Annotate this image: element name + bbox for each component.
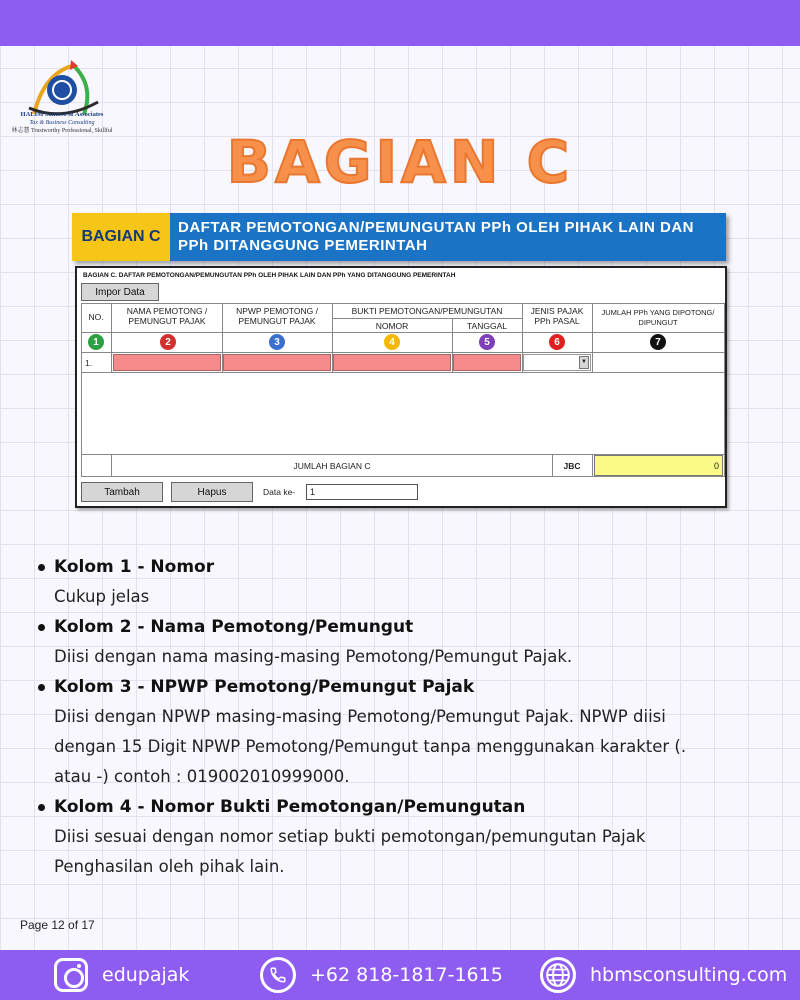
form-banner <box>72 213 726 261</box>
header-jenis: JENIS PAJAK PPh PASAL <box>530 306 584 326</box>
header-nomor: NOMOR <box>375 321 409 331</box>
page-number: Page 12 of 17 <box>20 918 95 932</box>
banner-tag: BAGIAN C <box>72 213 170 261</box>
form-panel <box>75 266 727 508</box>
phone-icon <box>260 957 296 993</box>
item-title: Kolom 4 - Nomor Bukti Pemotongan/Pemungutan <box>36 792 776 822</box>
nomor-input[interactable] <box>333 354 451 371</box>
column-number-2: 2 <box>160 334 176 350</box>
column-number-6: 6 <box>549 334 565 350</box>
logo-subtitle: Tax & Business Consulting <box>29 120 95 126</box>
column-number-7: 7 <box>650 334 666 350</box>
npwp-input[interactable] <box>223 354 331 371</box>
header-no: NO. <box>88 312 104 322</box>
header-jumlah: JUMLAH PPh YANG DIPOTONG/ DIPUNGUT <box>601 308 715 327</box>
data-index-label: Data ke- <box>263 487 296 497</box>
total-label: JUMLAH BAGIAN C <box>293 461 371 471</box>
item-title: Kolom 2 - Nama Pemotong/Pemungut <box>36 612 776 642</box>
list-item <box>36 612 776 672</box>
add-button[interactable]: Tambah <box>81 482 163 502</box>
column-number-4: 4 <box>384 334 400 350</box>
item-title: Kolom 3 - NPWP Pemotong/Pemungut Pajak <box>36 672 776 702</box>
instagram-handle: edupajak <box>102 964 190 986</box>
total-code: JBC <box>563 461 581 471</box>
logo-firm-name: HALIM Santoso & Associates <box>20 111 104 118</box>
jenis-pajak-select[interactable] <box>523 354 591 371</box>
delete-button[interactable]: Hapus <box>171 482 253 502</box>
form-caption: BAGIAN C. DAFTAR PEMOTONGAN/PEMUNGUTAN PPh OLEH PIHAK LAIN DAN PPh YANG DITANGGUNG PEMERINTAH <box>83 272 456 279</box>
instagram-link[interactable] <box>54 956 189 994</box>
item-body: Diisi dengan nama masing-masing Pemotong/Pemungut Pajak. <box>54 647 573 666</box>
list-item <box>36 552 776 612</box>
banner-title: DAFTAR PEMOTONGAN/PEMUNGUTAN PPh OLEH PIHAK LAIN DAN PPh DITANGGUNG PEMERINTAH <box>170 213 726 261</box>
website-link[interactable] <box>540 956 787 994</box>
top-bar <box>0 0 800 46</box>
instagram-icon <box>54 958 88 992</box>
item-title: Kolom 1 - Nomor <box>36 552 776 582</box>
globe-icon <box>540 957 576 993</box>
phone-number: +62 818-1817-1615 <box>310 964 503 986</box>
chevron-down-icon[interactable]: ▼ <box>579 356 589 369</box>
footer-bar <box>0 950 800 1000</box>
column-number-3: 3 <box>269 334 285 350</box>
row-number: 1. <box>85 358 93 368</box>
column-number-1: 1 <box>88 334 104 350</box>
item-body: Cukup jelas <box>54 587 150 606</box>
website-url: hbmsconsulting.com <box>590 964 788 986</box>
data-index-input[interactable]: 1 <box>306 484 418 500</box>
column-description-list <box>36 552 776 882</box>
item-body: Diisi sesuai dengan nomor setiap bukti pemotongan/pemungutan Pajak Penghasilan oleh pihak lain. <box>54 827 646 876</box>
header-bukti: BUKTI PEMOTONGAN/PEMUNGUTAN <box>351 306 503 316</box>
column-number-5: 5 <box>479 334 495 350</box>
header-npwp: NPWP PEMOTONG / PEMUNGUT PAJAK <box>236 306 318 326</box>
list-item <box>36 792 776 882</box>
phone-link[interactable] <box>260 956 503 994</box>
nama-input[interactable] <box>113 354 221 371</box>
item-body: Diisi dengan NPWP masing-masing Pemotong/Pemungut Pajak. NPWP diisi dengan 15 Digit NPWP Pemotong/Pemungut tanpa menggunakan karakter (. atau -) contoh : 019002010999000. <box>54 707 687 786</box>
total-value: 0 <box>594 455 723 476</box>
tanggal-input[interactable] <box>453 354 521 371</box>
header-nama: NAMA PEMOTONG / PEMUNGUT PAJAK <box>126 306 208 326</box>
page-title: BAGIAN C <box>226 128 574 196</box>
import-data-button[interactable]: Impor Data <box>81 283 159 301</box>
logo-tagline: 林志慧 Trustworthy Professional, Skillful <box>11 128 113 134</box>
header-tanggal: TANGGAL <box>467 321 507 331</box>
list-item <box>36 672 776 792</box>
